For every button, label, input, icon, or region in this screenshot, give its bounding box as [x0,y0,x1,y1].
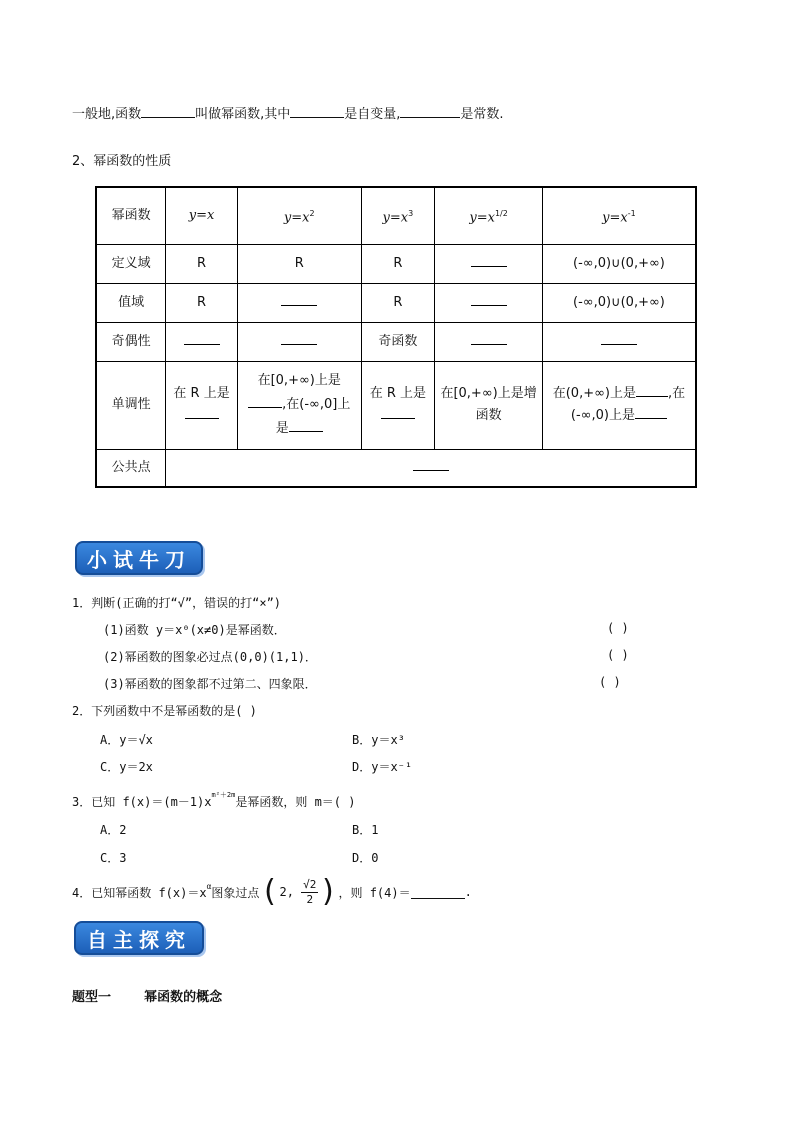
cell: R [166,283,238,322]
question-1-item: (1)函数 y＝x⁰(x≠0)是幂函数． [103,623,286,637]
func-cell: $y=x^{1/2}$ [435,187,543,244]
monotonic-label: 单调性 [96,361,166,449]
choice-a[interactable]: A．2 [100,823,127,837]
question-1-stem: 1．判断(正确的打“√”，错误的打“×”) [72,596,282,610]
cell: R [166,244,238,283]
question-1-item: (3)幂函数的图象都不过第二、四象限． [103,677,317,691]
func-cell: $y=x^2$ [237,187,361,244]
power-function-properties-table [95,186,697,488]
func-cell: y=x [166,187,238,244]
cell-blank[interactable] [435,283,543,322]
topic-heading [72,986,222,1005]
intro-blank-2[interactable] [290,104,344,118]
intro-text-1: 一般地,函数 [72,107,142,122]
table-row [96,449,696,487]
common-point-label: 公共点 [96,449,166,487]
choice-d[interactable]: D．0 [352,851,379,865]
fraction-numerator: √2 [303,877,317,891]
question-2-stem: 2．下列函数中不是幂函数的是( ) [72,704,257,718]
table-row [96,322,696,361]
cell-blank[interactable] [435,244,543,283]
intro-text-4: 是常数. [460,107,504,122]
cell-blank[interactable] [435,322,543,361]
answer-blank[interactable] [411,885,465,899]
cell: 在 R 上是 [361,361,435,449]
table-row [96,283,696,322]
cell: 在[0,+∞)上是 ,在(-∞,0]上 是 [237,361,361,449]
choice-b[interactable]: B．1 [352,823,379,837]
range-label: 值域 [96,283,166,322]
intro-blank-3[interactable] [400,104,460,118]
intro-line [72,103,504,122]
cell: R [361,283,435,322]
cell: R [237,244,361,283]
intro-text-3: 是自变量, [344,107,401,122]
intro-text-2: 叫做幂函数,其中 [195,107,291,122]
header-label: 幂函数 [96,187,166,244]
cell-blank[interactable] [237,322,361,361]
choice-b[interactable]: B．y＝x³ [352,733,405,747]
table-row [96,187,696,244]
func-cell: $y=x^3$ [361,187,435,244]
table-row [96,361,696,449]
choice-c[interactable]: C．y＝2x [100,760,153,774]
choice-c[interactable]: C．3 [100,851,127,865]
cell: (-∞,0)∪(0,+∞) [542,244,696,283]
section2-title: 2、幂函数的性质 [72,154,172,169]
question-1-item: (2)幂函数的图象必过点(0,0)(1,1)． [103,650,317,664]
cell: 在 R 上是 [166,361,238,449]
parity-label: 奇偶性 [96,322,166,361]
func-cell: $y=x^{-1}$ [542,187,696,244]
answer-paren[interactable]: ( ) [607,648,629,662]
choice-a[interactable]: A．y＝√x [100,733,153,747]
topic-label: 题型一 [72,990,112,1005]
table-row [96,244,696,283]
cell-blank[interactable] [237,283,361,322]
fraction-denominator: 2 [306,892,314,906]
question-4-stem: 4．已知幂函数 f(x)＝x $^\alpha$ 图象过点 ( 2 , $\frac{√2}{2}$ ) ，则 f(4)＝ . [72,874,472,909]
cell-blank[interactable] [542,322,696,361]
choice-d[interactable]: D．y＝x⁻¹ [352,760,413,774]
cell: (-∞,0)∪(0,+∞) [542,283,696,322]
cell: R [361,244,435,283]
question-3-stem: 3．已知 $f(x)=(m-1)x^{m^2+2m}$是幂函数，则 m＝( ) [72,791,356,809]
cell: 奇函数 [361,322,435,361]
answer-paren[interactable]: ( ) [599,675,621,689]
cell: 在[0,+∞)上是增函数 [435,361,543,449]
intro-blank-1[interactable] [141,104,195,118]
domain-label: 定义域 [96,244,166,283]
cell-blank[interactable] [166,449,696,487]
cell-blank[interactable] [166,322,238,361]
section-banner-practice: 小试牛刀 [75,541,203,575]
cell: 在(0,+∞)上是 ,在 (-∞,0)上是 [542,361,696,449]
section-banner-explore: 自主探究 [74,921,204,955]
answer-paren[interactable]: ( ) [607,621,629,635]
topic-title: 幂函数的概念 [144,990,223,1005]
